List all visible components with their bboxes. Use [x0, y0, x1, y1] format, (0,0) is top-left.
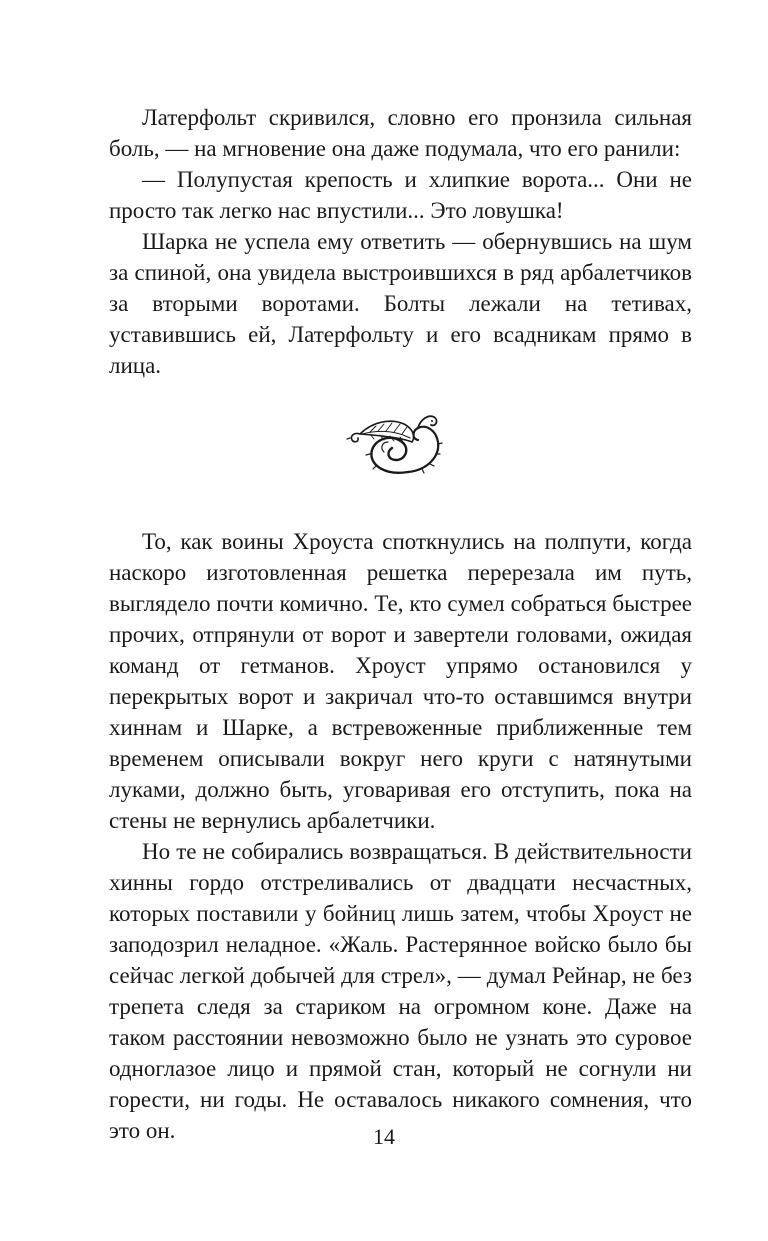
paragraph-4: То, как воины Хроуста споткнулись на полпути, когда наскоро изготовленная решетка перерезала им путь, выглядело почти комично. Те, кто сумел собраться быстрее прочих, отпрянули от ворот и завертели головами, ожидая команд от гетманов. Хроуст упрямо остановился у перекрытых ворот и закричал что-то оставшимся внутри хиннам и Шарке, а встревоженные приближенные тем временем описывали вокруг него круги с натянутыми луками, должно быть, уговаривая его отступить, пока на стены не вернулись арбалетчики.: [109, 529, 692, 833]
text-section-2: [109, 526, 692, 1146]
paragraph-1: Латерфольт скривился, словно его пронзила сильная боль, — на мгновение она даже подумала, что его ранили:: [109, 105, 692, 161]
flourish-ornament-icon: [346, 408, 452, 478]
page-number: 14: [373, 1124, 395, 1149]
paragraph-5: Но те не собирались возвращаться. В действительности хинны гордо отстреливались от двадцати несчастных, которых поставили у бойниц лишь затем, чтобы Хроуст не заподозрил неладное. «Жаль. Растерянное войско было бы сейчас легкой добычей для стрел», — думал Рейнар, не без трепета следя за стариком на огромном коне. Даже на таком расстоянии невозможно было не узнать это суровое одноглазое лицо и прямой стан, который не согнули ни горести, ни годы. Не оставалось никакого сомнения, что это он.: [109, 839, 692, 1143]
paragraph-3: Шарка не успела ему ответить — обернувшись на шум за спиной, она увидела выстроившихся в ряд арбалетчиков за вторыми воротами. Болты лежали на тетивах, уставившись ей, Латерфольту и его всадникам прямо в лица.: [109, 229, 692, 378]
text-section-1: [109, 102, 692, 381]
paragraph-2: — Полупустая крепость и хлипкие ворота... Они не просто так легко нас впустили... Это ловушка!: [109, 167, 692, 223]
